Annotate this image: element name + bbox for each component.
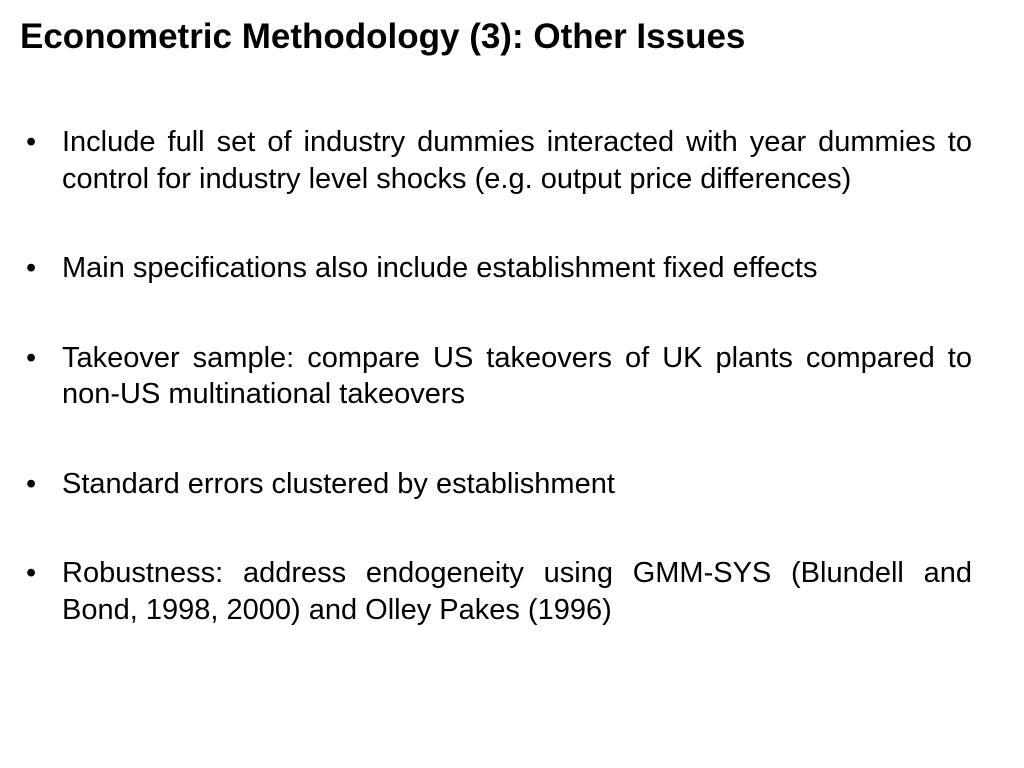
- bullet-icon: •: [26, 557, 37, 589]
- bullet-list: [26, 124, 972, 628]
- bullet-text: Include full set of industry dummies interacted with year dummies to control for industry level shocks (e.g. output price differences): [62, 126, 972, 195]
- bullet-icon: •: [26, 341, 37, 374]
- bullet-item-robustness: [26, 555, 972, 628]
- bullet-item-standard-errors: [26, 466, 972, 503]
- bullet-icon: •: [26, 467, 37, 500]
- bullet-text: Robustness: address endogeneity using GMM-SYS (Blundell and Bond, 1998, 2000) and Olley Pakes (1996): [62, 557, 972, 626]
- bullet-item-takeover-sample: [26, 340, 972, 413]
- slide-title: Econometric Methodology (3): Other Issues: [20, 17, 746, 56]
- bullet-icon: •: [26, 126, 37, 158]
- bullet-text: Standard errors clustered by establishment: [62, 467, 615, 500]
- bullet-item-fixed-effects: [26, 250, 972, 287]
- bullet-text: Main specifications also include establishment fixed effects: [62, 252, 818, 284]
- bullet-item-industry-dummies: [26, 124, 972, 197]
- bullet-icon: •: [26, 252, 37, 284]
- bullet-text: Takeover sample: compare US takeovers of UK plants compared to non-US multinational takeovers: [62, 341, 972, 410]
